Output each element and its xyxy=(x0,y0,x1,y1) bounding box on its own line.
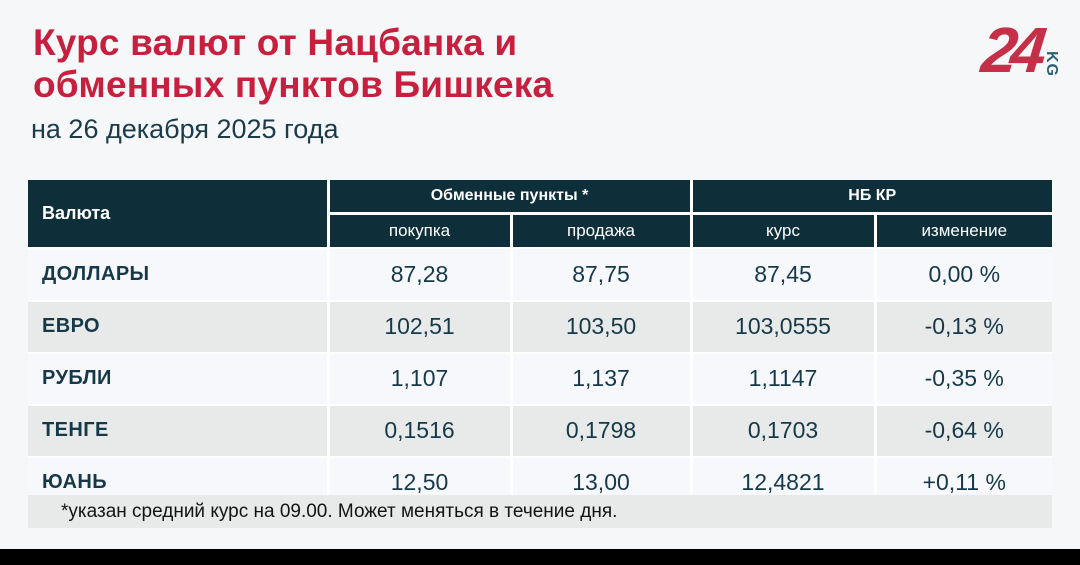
table-row xyxy=(28,248,1052,301)
rate-value: 12,4821 xyxy=(691,457,875,508)
currency-rates-table xyxy=(28,180,1052,508)
rate-value: 0,1703 xyxy=(691,405,875,457)
buy-value: 12,50 xyxy=(328,457,511,508)
table-row xyxy=(28,301,1052,353)
bottom-black-strip xyxy=(0,549,1080,565)
column-header-rate: курс xyxy=(691,214,875,249)
rate-value: 87,45 xyxy=(691,248,875,301)
buy-value: 1,107 xyxy=(328,353,511,405)
rate-value: 1,1147 xyxy=(691,353,875,405)
date-subtitle: на 26 декабря 2025 года xyxy=(31,114,339,144)
change-value: -0,35 % xyxy=(875,353,1052,405)
currency-name: ТЕНГЕ xyxy=(28,405,328,457)
rate-value: 103,0555 xyxy=(691,301,875,353)
column-header-currency: Валюта xyxy=(28,180,328,248)
currency-name: ДОЛЛАРЫ xyxy=(28,248,328,301)
group-header-exchange-points: Обменные пункты * xyxy=(328,180,691,214)
currency-name: ЮАНЬ xyxy=(28,457,328,508)
logo-24-icon: 24 xyxy=(978,14,1043,86)
change-value: 0,00 % xyxy=(875,248,1052,301)
table-row xyxy=(28,353,1052,405)
page-title-line1: Курс валют от Нацбанка и xyxy=(33,22,518,63)
sell-value: 0,1798 xyxy=(511,405,691,457)
buy-value: 102,51 xyxy=(328,301,511,353)
footnote-bar: *указан средний курс на 09.00. Может меняться в течение дня. xyxy=(28,495,1052,528)
sell-value: 103,50 xyxy=(511,301,691,353)
buy-value: 87,28 xyxy=(328,248,511,301)
buy-value: 0,1516 xyxy=(328,405,511,457)
table-header-groups xyxy=(28,180,1052,214)
column-header-sell: продажа xyxy=(511,214,691,249)
column-header-buy: покупка xyxy=(328,214,511,249)
change-value: +0,11 % xyxy=(875,457,1052,508)
sell-value: 13,00 xyxy=(511,457,691,508)
page-title xyxy=(33,22,553,106)
sell-value: 1,137 xyxy=(511,353,691,405)
currency-name: ЕВРО xyxy=(28,301,328,353)
logo-24kg xyxy=(978,14,1060,86)
page-title-line2: обменных пунктов Бишкека xyxy=(33,64,554,105)
change-value: -0,13 % xyxy=(875,301,1052,353)
table-row xyxy=(28,405,1052,457)
column-header-change: изменение xyxy=(875,214,1052,249)
currency-name: РУБЛИ xyxy=(28,353,328,405)
sell-value: 87,75 xyxy=(511,248,691,301)
change-value: -0,64 % xyxy=(875,405,1052,457)
logo-kg-label: KG xyxy=(1043,50,1060,77)
group-header-nbkr: НБ КР xyxy=(691,180,1052,214)
